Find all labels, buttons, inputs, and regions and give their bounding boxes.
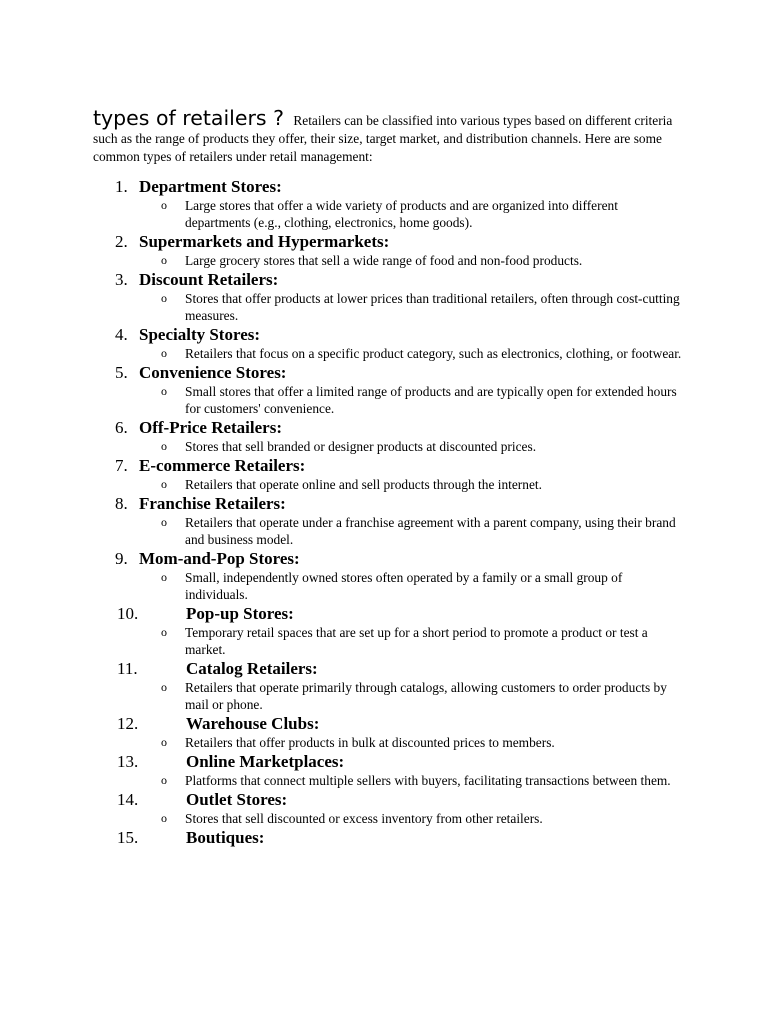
- document-page: [93, 106, 693, 848]
- list-item: [93, 270, 693, 324]
- list-item: [93, 456, 693, 493]
- document-title: types of retailers ?: [93, 106, 284, 130]
- list-item: [93, 232, 693, 269]
- item-description-text: Small stores that offer a limited range of products and are typically open for extended hours for customers' convenience.: [185, 384, 677, 416]
- item-description-text: Retailers that operate primarily through catalogs, allowing customers to order products by mail or phone.: [185, 680, 667, 712]
- intro-paragraph: [93, 106, 693, 165]
- item-description: [93, 624, 693, 658]
- item-description-text: Platforms that connect multiple sellers with buyers, facilitating transactions between them.: [185, 773, 671, 788]
- item-heading: Online Marketplaces:: [186, 752, 345, 771]
- item-heading: E-commerce Retailers:: [139, 456, 306, 475]
- bullet-icon: o: [161, 439, 167, 453]
- item-number: 1.: [115, 177, 128, 196]
- item-heading: Boutiques:: [186, 828, 265, 847]
- item-number: 10.: [117, 604, 139, 623]
- list-item: [93, 418, 693, 455]
- retailer-types-list: [93, 177, 693, 848]
- intro-text: Retailers can be classified into various types based on different criteria such as the range of products they offer, their size, target market, and distribution channels. Here are some common types of retailers under retail management:: [93, 113, 673, 164]
- list-item: [93, 752, 693, 789]
- item-description-text: Stores that sell discounted or excess inventory from other retailers.: [185, 811, 543, 826]
- item-description-text: Large stores that offer a wide variety of products and are organized into different departments (e.g., clothing, electronics, home goods).: [185, 198, 618, 230]
- bullet-icon: o: [161, 384, 167, 398]
- bullet-icon: o: [161, 735, 167, 749]
- item-description: [93, 734, 693, 751]
- item-description: [93, 772, 693, 789]
- item-heading: Supermarkets and Hypermarkets:: [139, 232, 390, 251]
- list-item: [93, 363, 693, 417]
- item-number: 8.: [115, 494, 128, 513]
- bullet-icon: o: [161, 198, 167, 212]
- list-item: [93, 604, 693, 658]
- bullet-icon: o: [161, 477, 167, 491]
- item-description: [93, 345, 693, 362]
- item-heading: Mom-and-Pop Stores:: [139, 549, 300, 568]
- item-description-text: Large grocery stores that sell a wide range of food and non-food products.: [185, 253, 583, 268]
- bullet-icon: o: [161, 625, 167, 639]
- bullet-icon: o: [161, 680, 167, 694]
- item-heading: Off-Price Retailers:: [139, 418, 282, 437]
- item-number: 15.: [117, 828, 139, 847]
- item-number: 4.: [115, 325, 128, 344]
- item-heading: Department Stores:: [139, 177, 282, 196]
- item-description-text: Retailers that offer products in bulk at discounted prices to members.: [185, 735, 555, 750]
- list-item: [93, 177, 693, 231]
- item-description: [93, 252, 693, 269]
- item-description-text: Retailers that operate online and sell products through the internet.: [185, 477, 542, 492]
- item-description: [93, 569, 693, 603]
- item-description-text: Retailers that operate under a franchise agreement with a parent company, using their brand and business model.: [185, 515, 676, 547]
- item-heading: Franchise Retailers:: [139, 494, 286, 513]
- item-heading: Specialty Stores:: [139, 325, 261, 344]
- bullet-icon: o: [161, 773, 167, 787]
- item-heading: Convenience Stores:: [139, 363, 287, 382]
- item-description-text: Stores that sell branded or designer products at discounted prices.: [185, 439, 537, 454]
- bullet-icon: o: [161, 570, 167, 584]
- bullet-icon: o: [161, 253, 167, 267]
- item-description-text: Retailers that focus on a specific product category, such as electronics, clothing, or footwear.: [185, 346, 682, 361]
- list-item: [93, 659, 693, 713]
- item-description: [93, 290, 693, 324]
- bullet-icon: o: [161, 811, 167, 825]
- item-number: 2.: [115, 232, 128, 251]
- bullet-icon: o: [161, 291, 167, 305]
- item-number: 12.: [117, 714, 139, 733]
- item-description-text: Stores that offer products at lower prices than traditional retailers, often through cost-cutting measures.: [185, 291, 680, 323]
- item-heading: Warehouse Clubs:: [186, 714, 320, 733]
- list-item: [93, 790, 693, 827]
- bullet-icon: o: [161, 515, 167, 529]
- item-description: [93, 514, 693, 548]
- item-description: [93, 383, 693, 417]
- item-number: 11.: [117, 659, 138, 678]
- item-number: 7.: [115, 456, 128, 475]
- item-description: [93, 476, 693, 493]
- item-description: [93, 438, 693, 455]
- item-number: 13.: [117, 752, 139, 771]
- item-heading: Outlet Stores:: [186, 790, 288, 809]
- list-item: [93, 494, 693, 548]
- item-description-text: Temporary retail spaces that are set up for a short period to promote a product or test a market.: [185, 625, 648, 657]
- item-description: [93, 810, 693, 827]
- item-heading: Catalog Retailers:: [186, 659, 318, 678]
- list-item: [93, 549, 693, 603]
- list-item: [93, 828, 693, 848]
- item-number: 14.: [117, 790, 139, 809]
- item-heading: Pop-up Stores:: [186, 604, 294, 623]
- item-description: [93, 679, 693, 713]
- item-description-text: Small, independently owned stores often operated by a family or a small group of individuals.: [185, 570, 623, 602]
- item-number: 3.: [115, 270, 128, 289]
- item-number: 5.: [115, 363, 128, 382]
- list-item: [93, 325, 693, 362]
- item-number: 6.: [115, 418, 128, 437]
- item-number: 9.: [115, 549, 128, 568]
- item-heading: Discount Retailers:: [139, 270, 279, 289]
- list-item: [93, 714, 693, 751]
- bullet-icon: o: [161, 346, 167, 360]
- item-description: [93, 197, 693, 231]
